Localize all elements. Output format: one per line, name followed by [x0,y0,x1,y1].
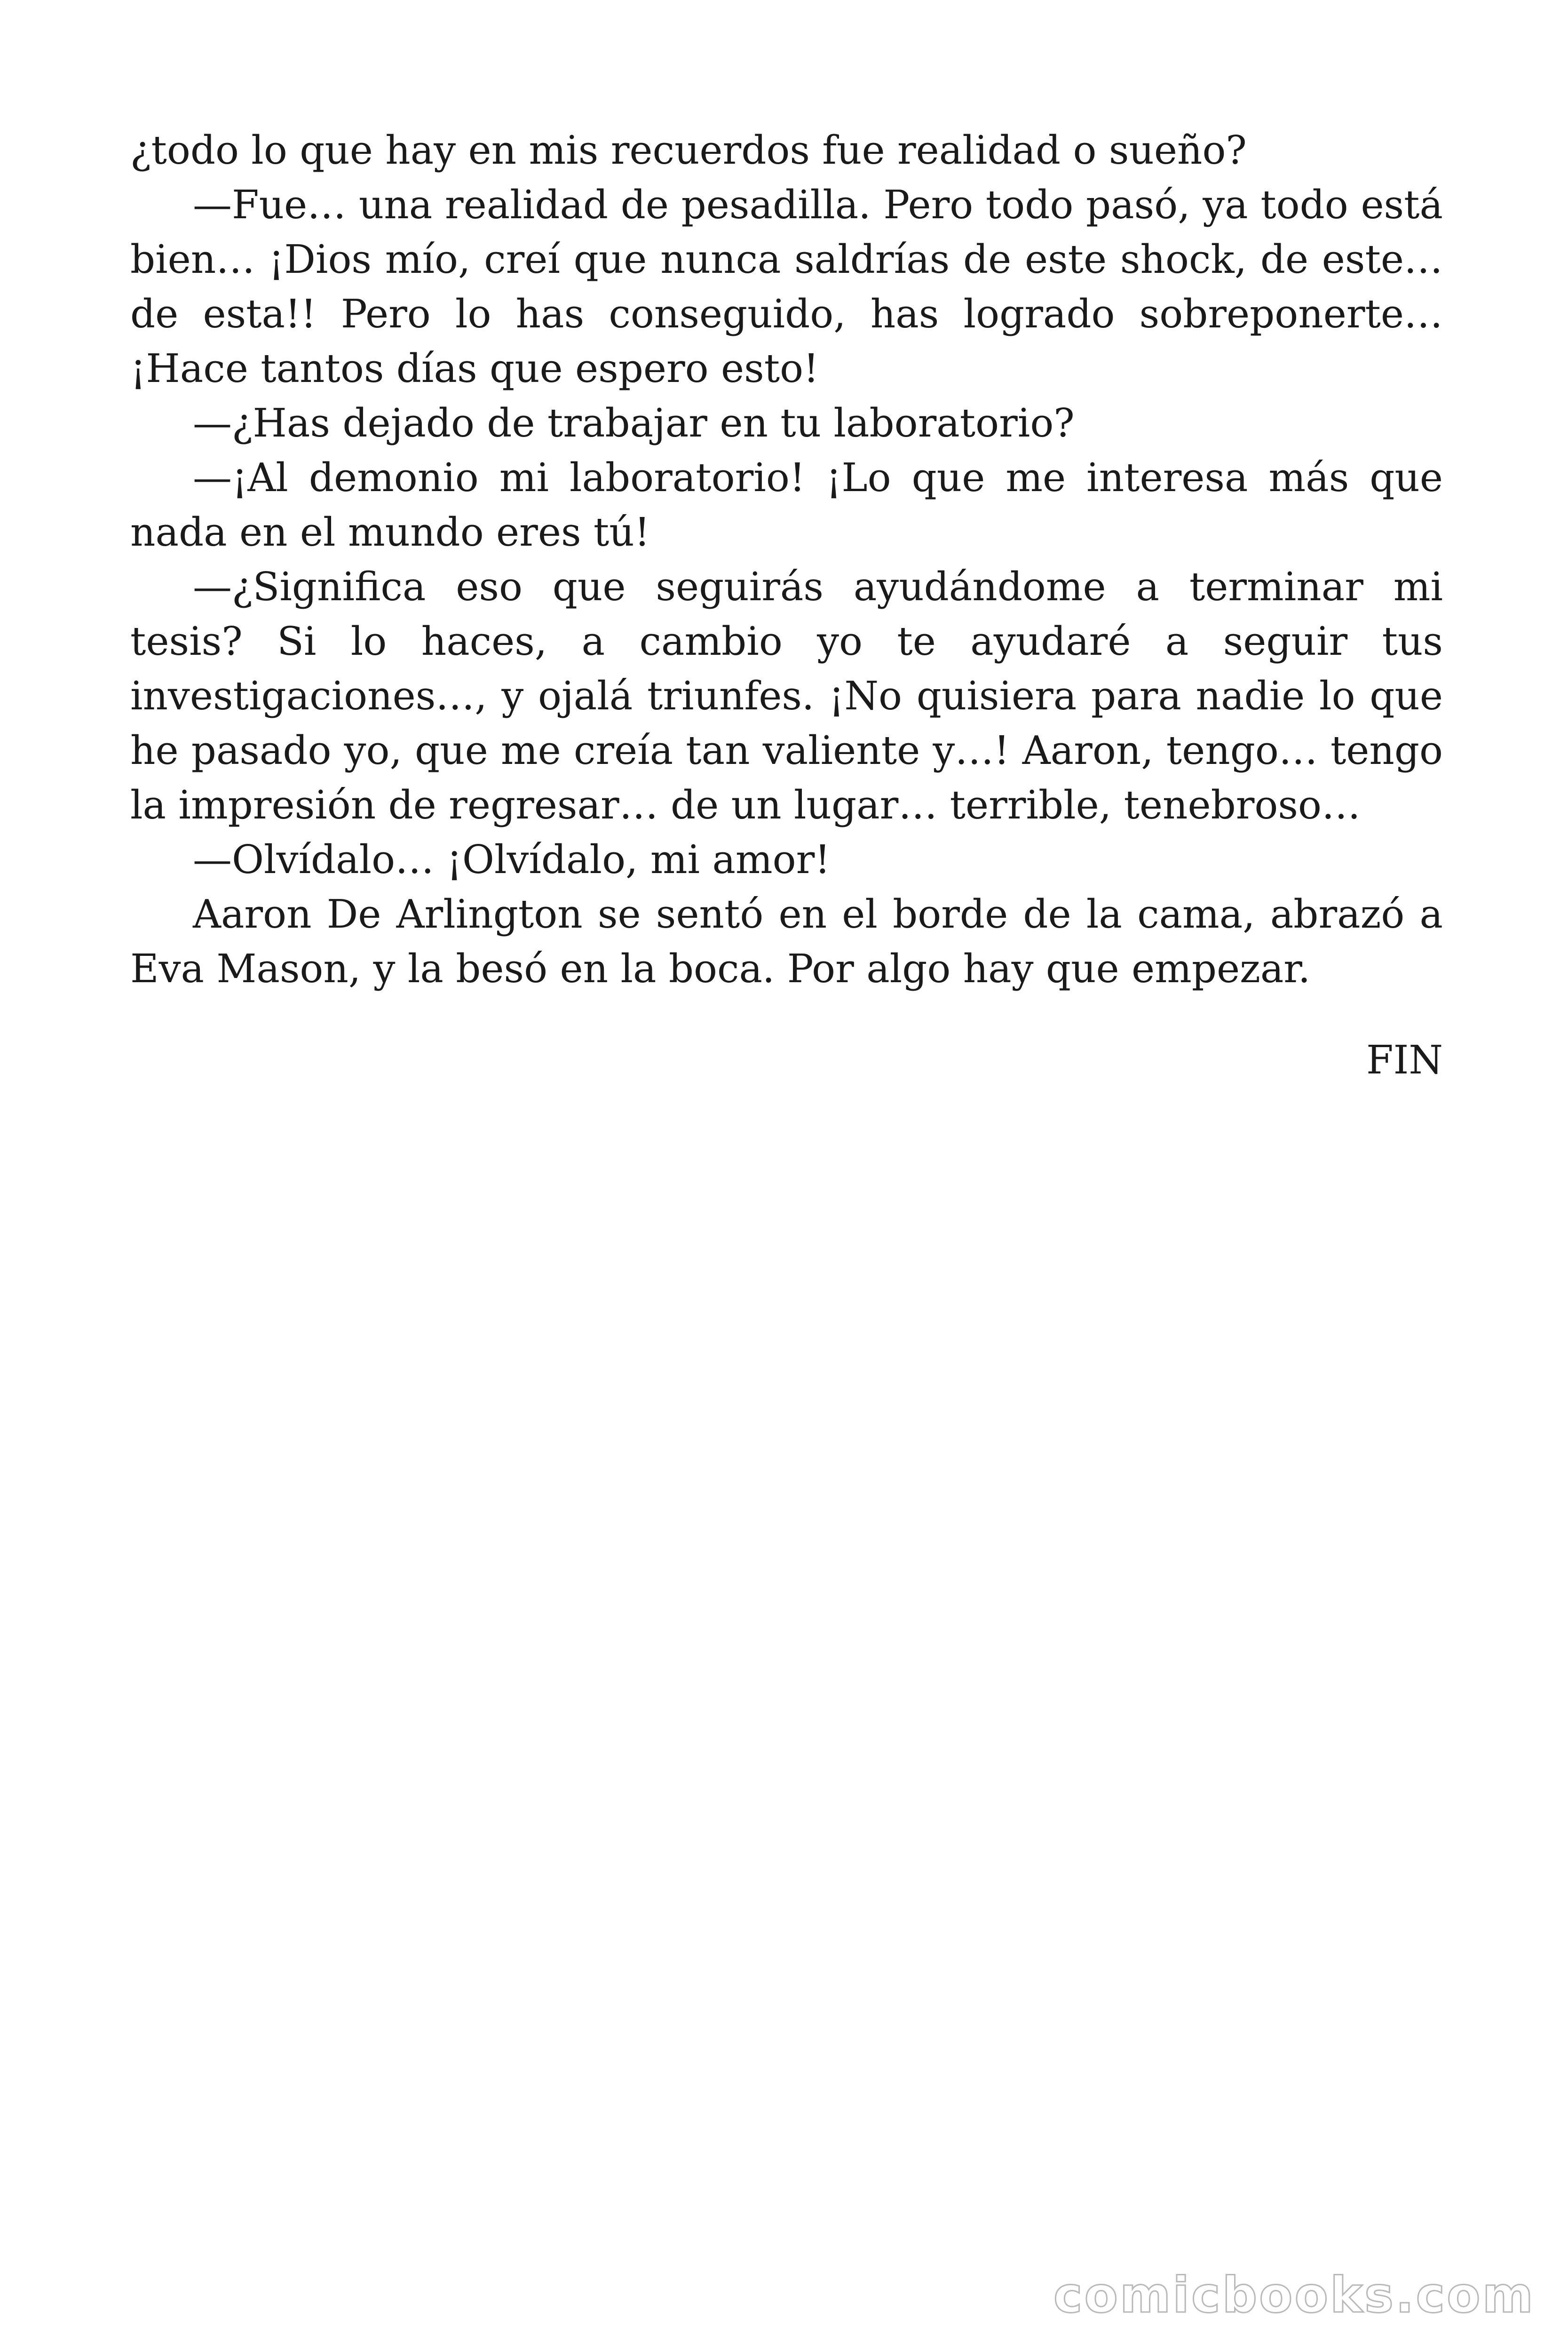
paragraph-dialogue: —¡Al demonio mi laboratorio! ¡Lo que me interesa más que nada en el mundo eres tú! [130,455,1443,555]
paragraph-dialogue: —¿Has dejado de trabajar en tu laboratorio? [193,400,1075,446]
paragraph-dialogue: —Olvídalo… ¡Olvídalo, mi amor! [193,837,831,882]
paragraph-dialogue: —¿Significa eso que seguirás ayudándome a terminar mi tesis? Si lo haces, a cambio yo te ayudaré a seguir tus investigaciones…, y ojalá triunfes. ¡No quisiera para nadie lo que he pasado yo, que me creía tan valiente y…! Aaron, tengo… tengo la impresión de regresar… de un lugar… terrible, tenebroso… [130,564,1443,828]
end-mark: FIN [1366,1037,1443,1083]
paragraph-continuation: ¿todo lo que hay en mis recuerdos fue realidad o sueño? [130,127,1247,173]
body-text [130,123,1443,996]
watermark-logo: comicbooks.com [1053,2266,1535,2324]
paragraph-narration: Aaron De Arlington se sentó en el borde de la cama, abrazó a Eva Mason, y la besó en la boca. Por algo hay que empezar. [130,891,1443,992]
paragraph-dialogue: —Fue… una realidad de pesadilla. Pero todo pasó, ya todo está bien… ¡Dios mío, creí que nunca saldrías de este shock, de este… de esta!! Pero lo has conseguido, has logrado sobreponerte… ¡Hace tantos días que espero esto! [130,182,1443,391]
